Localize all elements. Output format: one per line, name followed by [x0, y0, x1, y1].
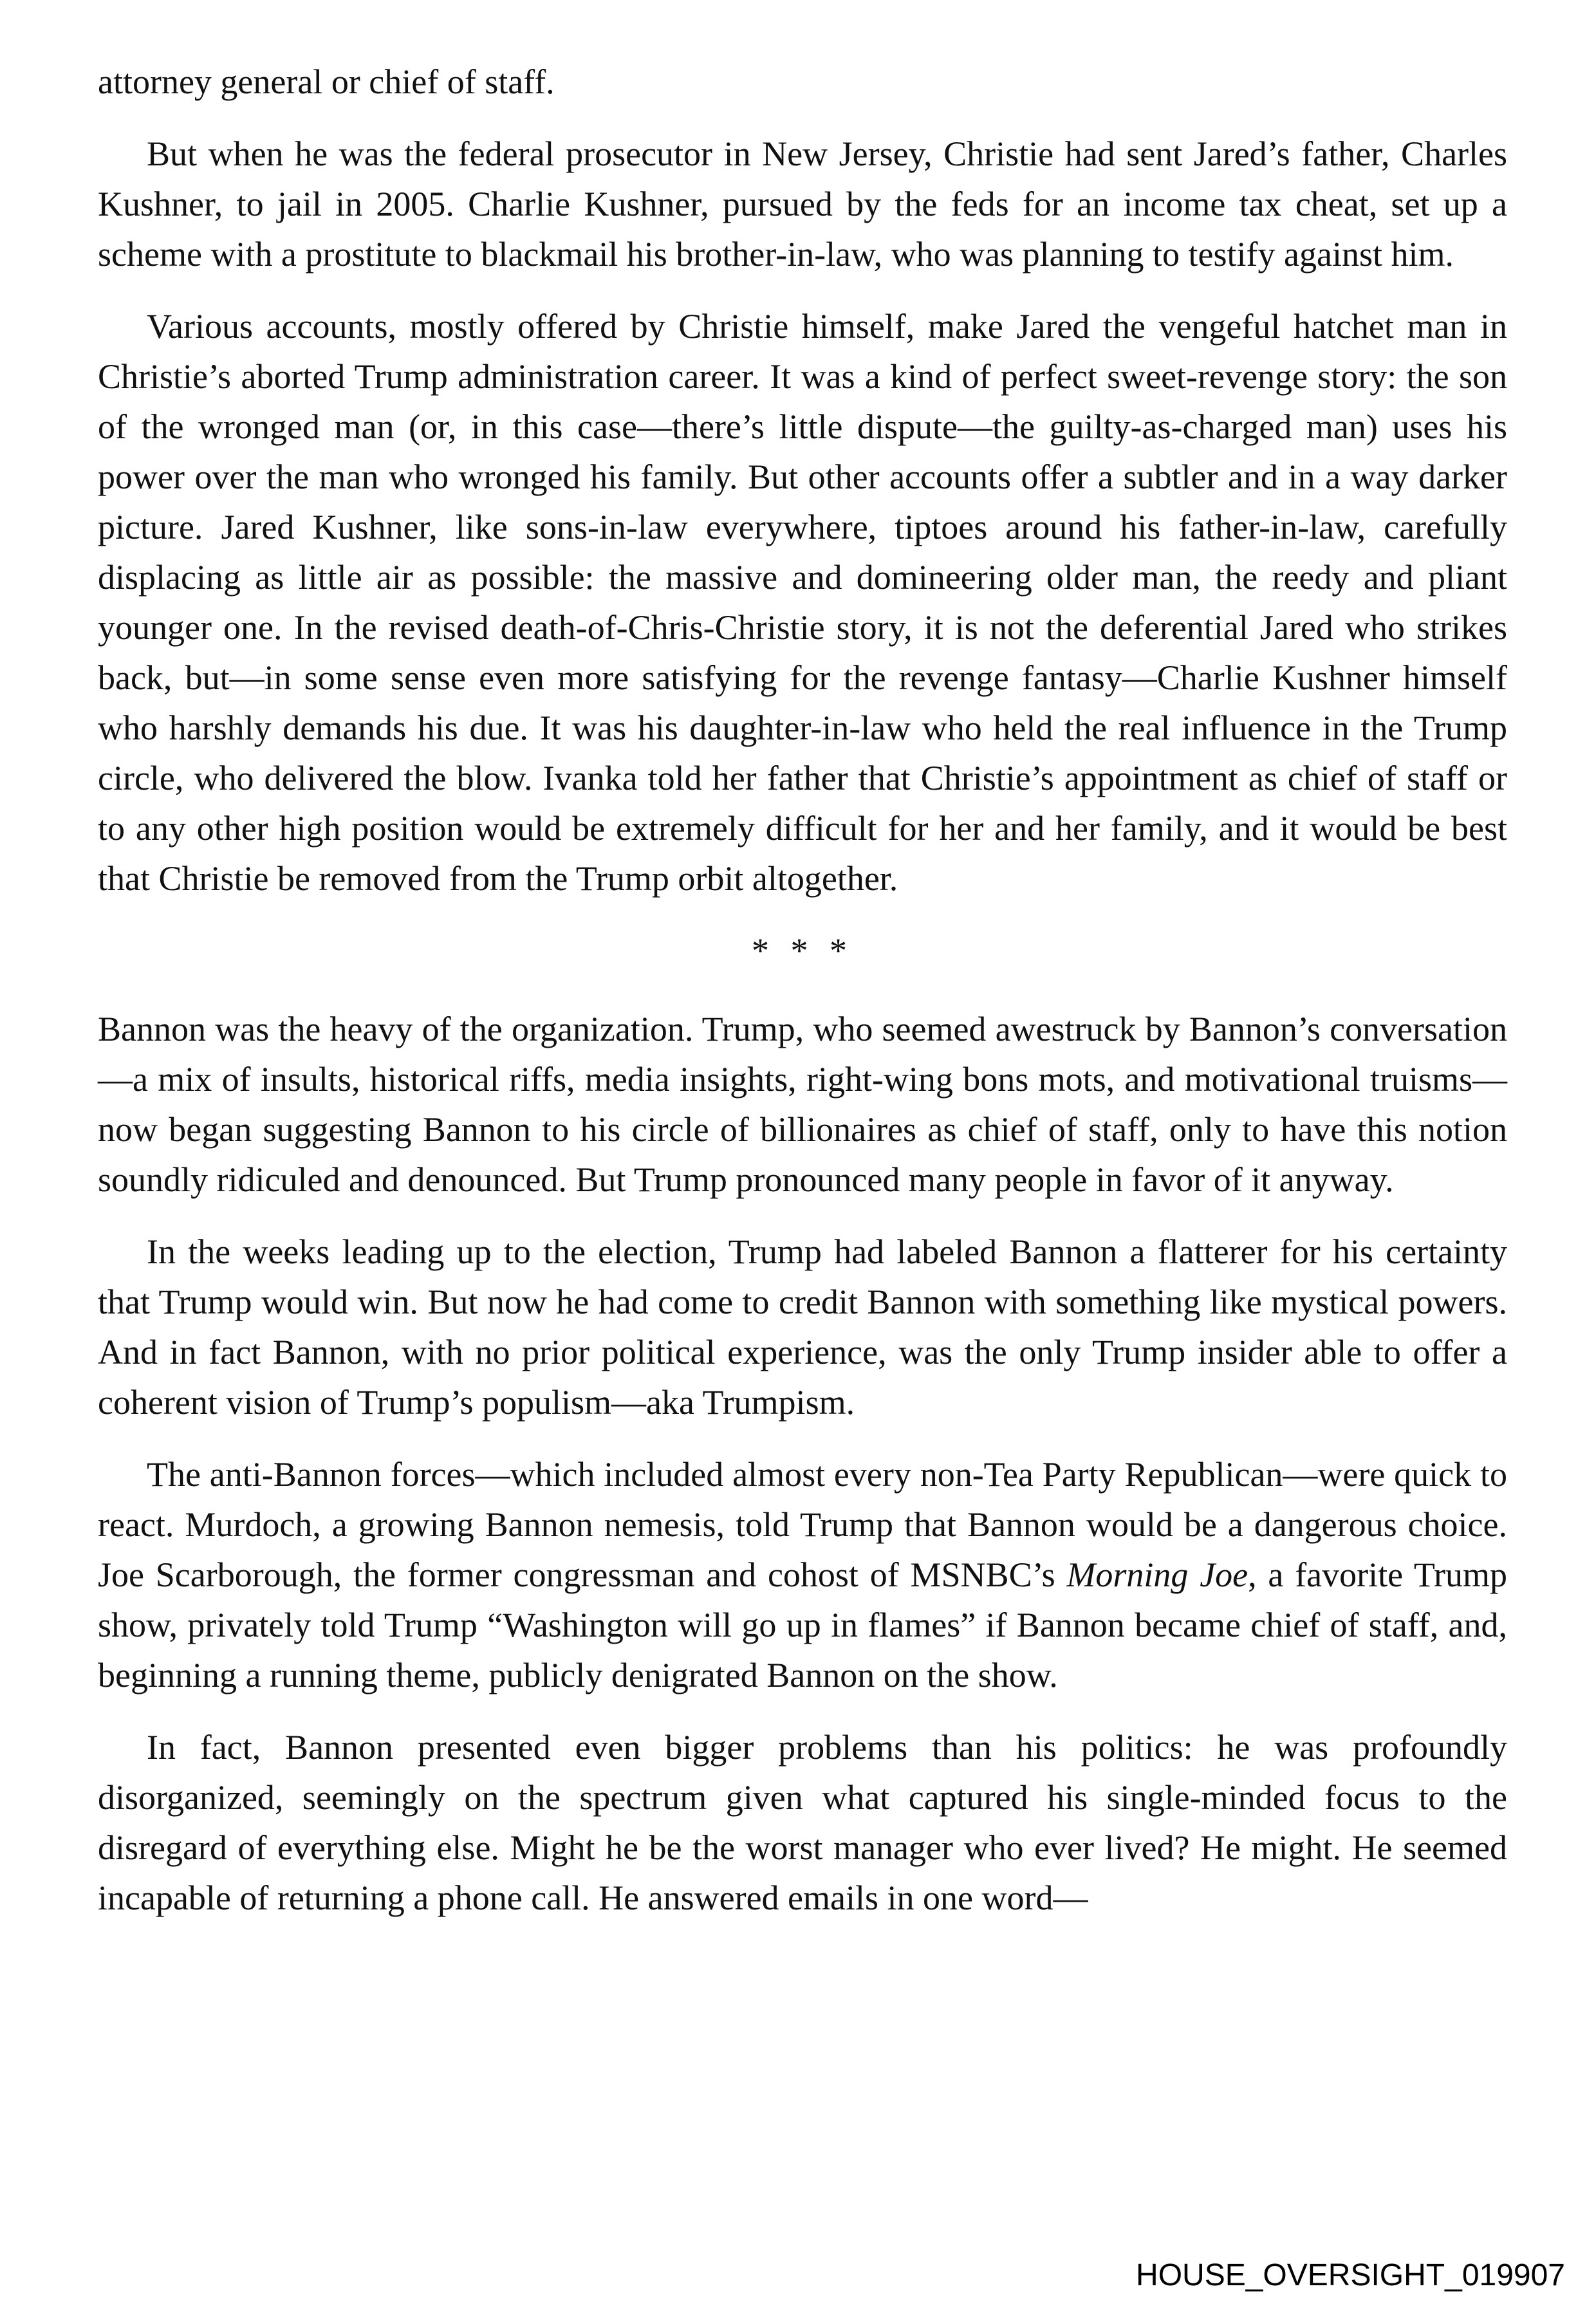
paragraph-6-before: The anti-Bannon forces—which included almost every non-Tea Party Republican—were quick to react. Murdoch, a growing Bannon nemesis, told Trump that Bannon would be a dangerous choice. Joe Scarborough, the former congressman and cohost of MSNBC’s: [98, 1455, 1507, 1594]
paragraph-6-after: , a favorite Trump show, privately told Trump “Washington will go up in flames” if Bannon became chief of staff, and, beginning a running theme, publicly denigrated Bannon on the show.: [98, 1555, 1507, 1694]
paragraph-3: Various accounts, mostly offered by Christie himself, make Jared the vengeful hatchet man in Christie’s aborted Trump administration career. It was a kind of perfect sweet-revenge story: the son of the wronged man (or, in this case—there’s little dispute—the guilty-as-charged man) uses his power over the man who wronged his family. But other accounts offer a subtler and in a way darker picture. Jared Kushner, like sons-in-law everywhere, tiptoes around his father-in-law, carefully displacing as little air as possible: the massive and domineering older man, the reedy and pliant younger one. In the revised death-of-Chris-Christie story, it is not the deferential Jared who strikes back, but—in some sense even more satisfying for the revenge fantasy—Charlie Kushner himself who harshly demands his due. It was his daughter-in-law who held the real influence in the Trump circle, who delivered the blow. Ivanka told her father that Christie’s appointment as chief of staff or to any other high position would be extremely difficult for her and her family, and it would be best that Christie be removed from the Trump orbit altogether.: [98, 307, 1507, 898]
section-separator: * * *: [752, 931, 853, 970]
bates-number: HOUSE_OVERSIGHT_019907: [1136, 2258, 1565, 2292]
show-title: Morning Joe: [1066, 1555, 1248, 1594]
paragraph-1: attorney general or chief of staff.: [98, 62, 555, 101]
paragraph-6: [98, 1449, 1507, 1700]
paragraph-4: Bannon was the heavy of the organization. Trump, who seemed awestruck by Bannon’s conversation—a mix of insults, historical riffs, media insights, right-wing bons mots, and motivational truisms—now began suggesting Bannon to his circle of billionaires as chief of staff, only to have this notion soundly ridiculed and denounced. But Trump pronounced many people in favor of it anyway.: [98, 1010, 1507, 1199]
paragraph-7: In fact, Bannon presented even bigger problems than his politics: he was profoundly disorganized, seemingly on the spectrum given what captured his single-minded focus to the disregard of everything else. Might he be the worst manager who ever lived? He might. He seemed incapable of returning a phone call. He answered emails in one word—: [98, 1728, 1507, 1917]
paragraph-2: But when he was the federal prosecutor in New Jersey, Christie had sent Jared’s father, Charles Kushner, to jail in 2005. Charlie Kushner, pursued by the feds for an income tax cheat, set up a scheme with a prostitute to blackmail his brother-in-law, who was planning to testify against him.: [98, 135, 1507, 274]
paragraph-5: In the weeks leading up to the election, Trump had labeled Bannon a flatterer for his certainty that Trump would win. But now he had come to credit Bannon with something like mystical powers. And in fact Bannon, with no prior political experience, was the only Trump insider able to offer a coherent vision of Trump’s populism—aka Trumpism.: [98, 1232, 1507, 1422]
document-page: [98, 57, 1507, 1945]
